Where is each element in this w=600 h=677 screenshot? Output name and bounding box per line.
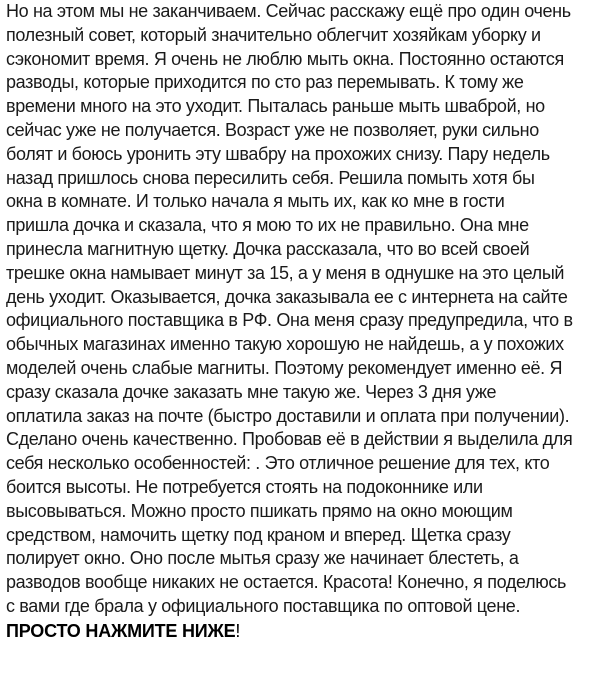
article-line-10: пришла дочка и сказала, что я мою то их не правильно. Она мне bbox=[6, 215, 529, 236]
article-line-5: времени много на это уходит. Пыталась раньше мыть шваброй, но bbox=[6, 96, 545, 117]
article-line-7: болят и боюсь уронить эту швабру на прохожих снизу. Пару недель bbox=[6, 143, 550, 164]
article-line-14: официального поставщика в РФ. Она меня сразу предупредила, что в bbox=[6, 310, 573, 331]
article-line-11: принесла магнитную щетку. Дочка рассказала, что во всей своей bbox=[6, 238, 530, 259]
article-line-6: сейчас уже не получается. Возраст уже не позволяет, руки сильно bbox=[6, 119, 539, 140]
article-line-18: оплатила заказ на почте (быстро доставили и оплата при получении). bbox=[6, 405, 570, 426]
article-line-20: себя несколько особенностей: . Это отличное решение для тех, кто bbox=[6, 453, 550, 474]
article-line-19: Сделано очень качественно. Пробовав её в действии я выделила для bbox=[6, 429, 573, 450]
article-line-22: высовываться. Можно просто пшикать прямо на окно моющим bbox=[6, 500, 513, 521]
article-line-15: обычных магазинах именно такую хорошую не найдешь, а у похожих bbox=[6, 334, 564, 355]
call-to-action-text: ПРОСТО НАЖМИТЕ НИЖЕ bbox=[6, 620, 236, 641]
article-line-4: разводы, которые приходится по сто раз перемывать. К тому же bbox=[6, 72, 524, 93]
article-line-8: назад пришлось снова пересилить себя. Решила помыть хотя бы bbox=[6, 167, 535, 188]
article-body bbox=[6, 0, 596, 644]
article-line-16: моделей очень слабые магниты. Поэтому рекомендует именно её. Я bbox=[6, 357, 563, 378]
article-line-2: полезный совет, который значительно облегчит хозяйкам уборку и bbox=[6, 24, 541, 45]
article-line-13: день уходит. Оказывается, дочка заказывала ее с интернета на сайте bbox=[6, 286, 568, 307]
article-line-25: разводов вообще никаких не остается. Красота! Конечно, я поделюсь bbox=[6, 572, 567, 593]
article-line-23: средством, намочить щетку под краном и вперед. Щетка сразу bbox=[6, 524, 511, 545]
article-line-1: Но на этом мы не заканчиваем. Сейчас расскажу ещё про один очень bbox=[6, 1, 571, 21]
article-line-12: трешке окна намывает минут за 15, а у меня в однушке на это целый bbox=[6, 262, 565, 283]
article-line-21: боится высоты. Не потребуется стоять на подоконнике или bbox=[6, 476, 483, 497]
article-line-26: с вами где брала у официального поставщика по оптовой цене. bbox=[6, 595, 521, 616]
article-line-3: сэкономит время. Я очень не люблю мыть окна. Постоянно остаются bbox=[6, 48, 564, 69]
call-to-action-exclamation: ! bbox=[235, 620, 241, 641]
article-line-9: окна в комнате. И только начала я мыть их, как ко мне в гости bbox=[6, 191, 505, 212]
article-line-24: полирует окно. Оно после мытья сразу же начинает блестеть, а bbox=[6, 548, 519, 569]
call-to-action bbox=[6, 620, 596, 644]
article-line-17: сразу сказала дочке заказать мне такую же. Через 3 дня уже bbox=[6, 381, 497, 402]
